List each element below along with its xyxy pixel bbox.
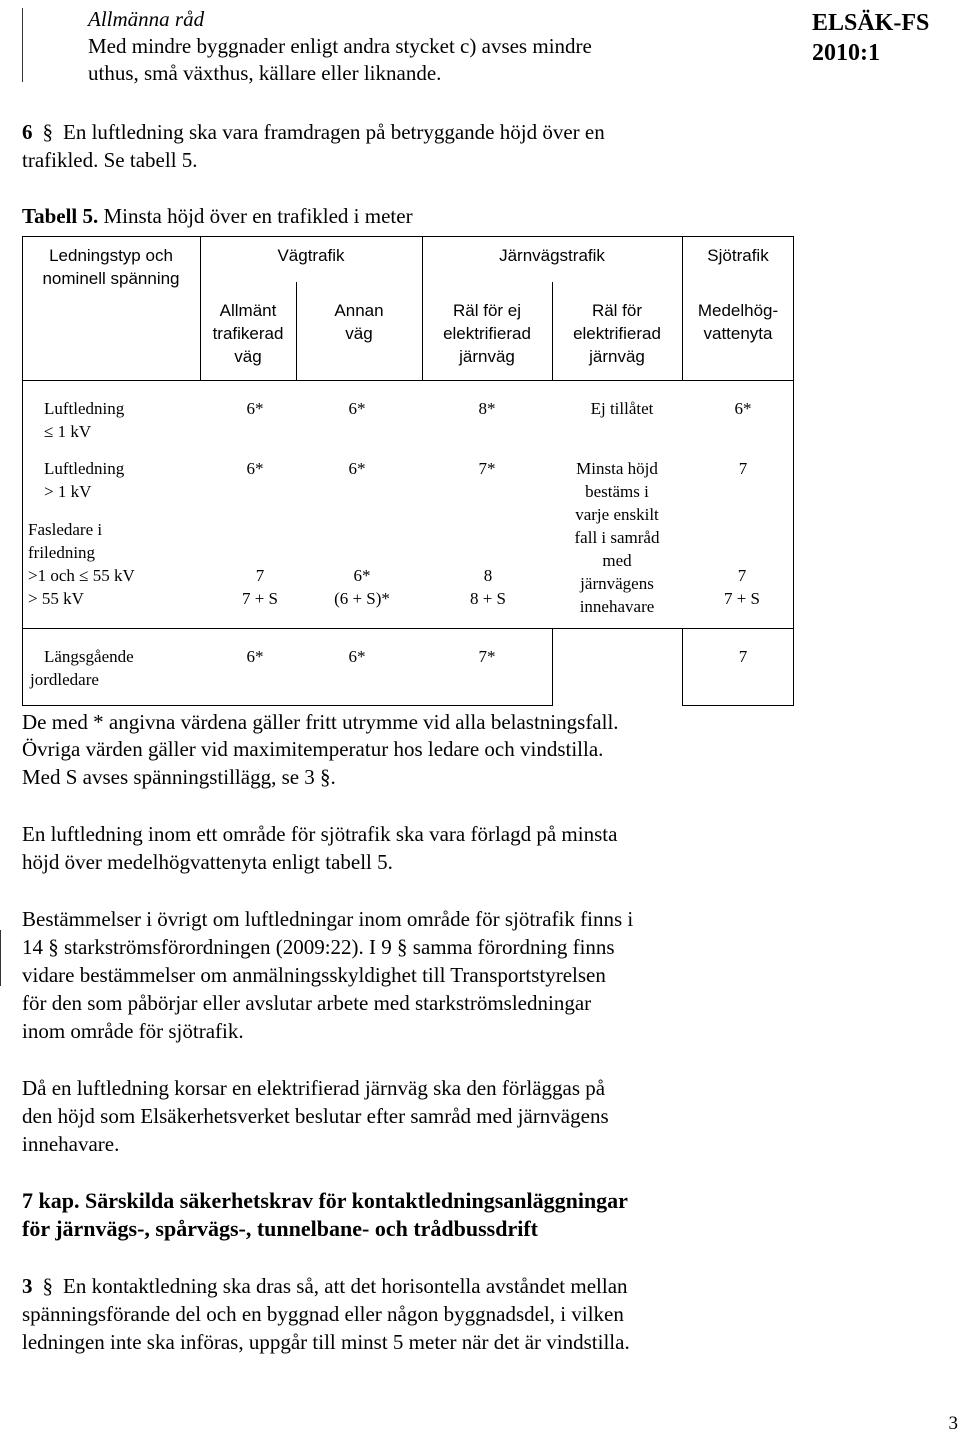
- table-note: De med * angivna värdena gäller fritt utrymme vid alla belastningsfall.: [22, 710, 619, 734]
- table-cell: [702, 564, 782, 610]
- general-advice: [88, 6, 592, 87]
- table-cell: [312, 564, 412, 610]
- advice-heading: Allmänna råd: [88, 7, 205, 31]
- header-text: trafikerad: [212, 324, 284, 343]
- row-label-line: Fasledare i: [28, 520, 103, 539]
- paragraph-rail: innehavare.: [22, 1132, 120, 1156]
- cell-value: 6*: [353, 566, 371, 585]
- header-public-road: [200, 299, 296, 368]
- table-note: Med S avses spänningstillägg, se 3 §.: [22, 765, 336, 789]
- regulation-id-line: 2010:1: [812, 40, 880, 66]
- table-cell: 8*: [478, 399, 496, 418]
- table-col-line: [682, 628, 683, 706]
- table-caption-label: Tabell 5.: [22, 204, 99, 228]
- section-text: En kontaktledning ska dras så, att det horisontella avståndet mellan: [63, 1274, 628, 1298]
- cell-value: 8 + S: [469, 589, 507, 608]
- row-label-line: >1 och ≤ 55 kV: [28, 566, 135, 585]
- paragraph-rail: Då en luftledning korsar en elektrifierad järnväg ska den förläggas på: [22, 1076, 606, 1100]
- paragraph-sea: En luftledning inom ett område för sjötrafik ska vara förlagd på minsta: [22, 822, 618, 846]
- margin-rule: [22, 8, 23, 82]
- cell-value: 7: [255, 566, 265, 585]
- change-bar: [0, 930, 1, 986]
- paragraph-rail: den höjd som Elsäkerhetsverket beslutar efter samråd med järnvägens: [22, 1104, 609, 1128]
- table-cell: 6*: [348, 647, 366, 666]
- row-label-line: jordledare: [30, 670, 99, 689]
- header-text: elektrifierad: [573, 324, 661, 343]
- section-sign: §: [42, 1274, 53, 1298]
- header-corner-line: nominell spänning: [42, 269, 180, 288]
- table-header-divider: [22, 380, 794, 381]
- header-text: Räl för ej: [452, 301, 522, 320]
- paragraph-rules: för den som påbörjar eller avslutar arbete med starkströmsledningar: [22, 991, 592, 1015]
- paragraph-rules: Bestämmelser i övrigt om luftledningar inom område för sjötrafik finns i: [22, 907, 634, 931]
- table-note: Övriga värden gäller vid maximitemperatur hos ledare och vindstilla.: [22, 737, 604, 761]
- header-electrified-rail: [552, 299, 682, 368]
- table-border-top: [22, 236, 794, 237]
- row-label-line: > 1 kV: [44, 482, 92, 501]
- table-border-bottom: [22, 705, 552, 706]
- page-number: 3: [948, 1413, 958, 1434]
- rail-note-line: innehavare: [579, 597, 655, 616]
- rail-note-cell: [552, 457, 682, 618]
- header-corner-line: Ledningstyp och: [49, 246, 173, 265]
- table-cell: [448, 564, 528, 610]
- header-sea: Sjötrafik: [707, 246, 769, 265]
- cell-value: (6 + S)*: [334, 589, 390, 608]
- table-cell: Ej tillåtet: [590, 399, 654, 418]
- header-corner: [22, 244, 200, 290]
- row-label-line: ≤ 1 kV: [44, 422, 92, 441]
- table-cell: 6*: [348, 399, 366, 418]
- section-sign: §: [42, 120, 53, 144]
- header-text: järnväg: [459, 347, 515, 366]
- header-rail: Järnvägstrafik: [499, 246, 605, 265]
- height-table: [22, 236, 794, 706]
- header-non-electrified-rail: [422, 299, 552, 368]
- table-cell: [220, 564, 300, 610]
- row-label-line: Luftledning: [44, 459, 125, 478]
- row-label: [28, 518, 135, 610]
- rail-note-line: järnvägens: [580, 574, 654, 593]
- cell-value: 7 + S: [723, 589, 761, 608]
- table-col-line: [552, 628, 553, 706]
- advice-line: uthus, små växthus, källare eller liknande.: [88, 61, 442, 85]
- rail-note-line: Minsta höjd: [576, 459, 658, 478]
- section-3-line1: [22, 1272, 628, 1300]
- header-mean-high-water: [682, 299, 794, 345]
- paragraph-rules: vidare bestämmelser om anmälningsskyldighet till Transportstyrelsen: [22, 963, 606, 987]
- section-3-line2: spänningsförande del och en byggnad eller någon byggnadsdel, i vilken: [22, 1302, 624, 1326]
- header-other-road: [296, 299, 422, 345]
- table-cell: 7: [738, 647, 748, 666]
- paragraph-rules: 14 § starkströmsförordningen (2009:22). I 9 § samma förordning finns: [22, 935, 615, 959]
- row-label: [44, 397, 124, 443]
- rail-note-line: fall i samråd: [574, 528, 660, 547]
- section-6-line1: [22, 118, 605, 146]
- chapter-heading: för järnvägs-, spårvägs-, tunnelbane- och trådbussdrift: [22, 1216, 539, 1241]
- section-6-line2: trafikled. Se tabell 5.: [22, 148, 198, 172]
- cell-value: 7 + S: [241, 589, 279, 608]
- row-label-line: Luftledning: [44, 399, 125, 418]
- row-label: [44, 457, 124, 503]
- table-cell: 6*: [348, 459, 366, 478]
- row-label-line: Längsgående: [44, 647, 134, 666]
- header-text: Räl för: [591, 301, 643, 320]
- header-text: väg: [234, 347, 262, 366]
- header-text: Medelhög-: [697, 301, 779, 320]
- row-label: [30, 645, 134, 691]
- table-cell: 6*: [246, 459, 264, 478]
- header-text: Annan: [334, 301, 384, 320]
- chapter-heading: 7 kap. Särskilda säkerhetskrav för kontaktledningsanläggningar: [22, 1188, 628, 1213]
- header-text: elektrifierad: [443, 324, 531, 343]
- section-number: 3: [22, 1274, 33, 1298]
- rail-note-line: varje enskilt: [575, 505, 659, 524]
- table-border-left: [22, 236, 23, 706]
- table-caption-text: Minsta höjd över en trafikled i meter: [103, 204, 413, 228]
- cell-value: 7: [737, 566, 747, 585]
- paragraph-rules: inom område för sjötrafik.: [22, 1019, 244, 1043]
- table-cell: 7*: [478, 459, 496, 478]
- table-cell: 7*: [478, 647, 496, 666]
- table-cell: 6*: [246, 647, 264, 666]
- paragraph-sea: höjd över medelhögvattenyta enligt tabell 5.: [22, 850, 393, 874]
- row-label-line: friledning: [28, 543, 96, 562]
- cell-value: 8: [483, 566, 493, 585]
- row-label-line: > 55 kV: [28, 589, 84, 608]
- section-text: En luftledning ska vara framdragen på betryggande höjd över en: [63, 120, 605, 144]
- header-text: väg: [345, 324, 373, 343]
- header-text: järnväg: [589, 347, 645, 366]
- header-text: vattenyta: [703, 324, 773, 343]
- table-caption: [22, 202, 413, 230]
- table-cell: 6*: [246, 399, 264, 418]
- table-cell: 6*: [734, 399, 752, 418]
- regulation-id: [812, 8, 952, 68]
- section-number: 6: [22, 120, 33, 144]
- header-road: Vägtrafik: [277, 246, 345, 265]
- table-row-divider: [22, 628, 794, 629]
- advice-line: Med mindre byggnader enligt andra stycket c) avses mindre: [88, 34, 592, 58]
- table-cell: 7: [738, 459, 748, 478]
- header-text: Allmänt: [219, 301, 277, 320]
- table-border-bottom: [682, 705, 794, 706]
- section-3-line3: ledningen inte ska införas, uppgår till minst 5 meter när det är vindstilla.: [22, 1330, 630, 1354]
- regulation-id-line: ELSÄK-FS: [812, 10, 930, 36]
- rail-note-line: bestäms i: [585, 482, 649, 501]
- rail-note-line: med: [602, 551, 632, 570]
